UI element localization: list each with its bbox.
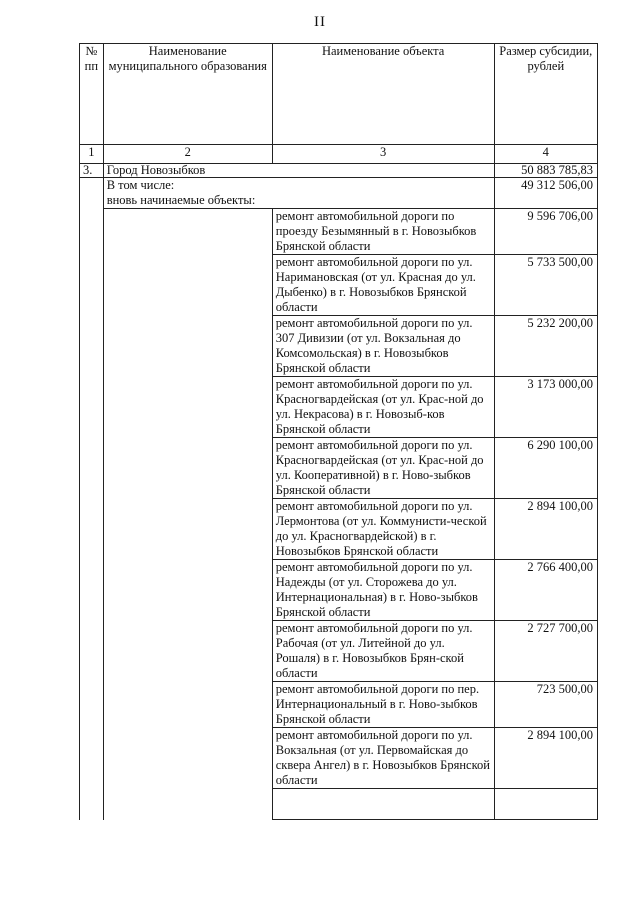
object-name: ремонт автомобильной дороги по ул. Лермонтова (от ул. Коммунисти-ческой до ул. Красногвардейской) в г. Новозыбков Брянской области <box>272 499 494 560</box>
number-cell-empty <box>80 178 104 820</box>
table-row <box>80 209 598 255</box>
object-amount: 723 500,00 <box>494 682 597 728</box>
object-name-empty <box>272 789 494 820</box>
column-number: 4 <box>494 145 597 164</box>
municipality-row <box>80 164 598 178</box>
object-name: ремонт автомобильной дороги по ул. Наримановская (от ул. Красная до ул. Дыбенко) в г. Новозыбков Брянской области <box>272 255 494 316</box>
including-row <box>80 178 598 209</box>
subsidy-table <box>79 43 598 820</box>
including-label-line1: В том числе: <box>106 178 175 192</box>
header-amount: Размер субсидии, рублей <box>494 44 597 145</box>
object-name: ремонт автомобильной дороги по ул. 307 Дивизии (от ул. Вокзальная до Комсомольская) в г. Новозыбков Брянской области <box>272 316 494 377</box>
object-name: ремонт автомобильной дороги по ул. Вокзальная (от ул. Первомайская до сквера Ангел) в г. Новозыбков Брянской области <box>272 728 494 789</box>
column-numbers-row <box>80 145 598 164</box>
page-number: II <box>314 14 326 30</box>
including-label-line2: вновь начинаемые объекты: <box>106 193 256 207</box>
object-name: ремонт автомобильной дороги по проезду Безымянный в г. Новозыбков Брянской области <box>272 209 494 255</box>
object-amount: 6 290 100,00 <box>494 438 597 499</box>
object-amount: 5 733 500,00 <box>494 255 597 316</box>
municipality-number: 3. <box>80 164 104 178</box>
column-number: 2 <box>103 145 272 164</box>
object-name: ремонт автомобильной дороги по пер. Интернациональный в г. Ново-зыбков Брянской области <box>272 682 494 728</box>
object-name: ремонт автомобильной дороги по ул. Красногвардейская (от ул. Крас-ной до ул. Кооперативной) в г. Ново-зыбков Брянской области <box>272 438 494 499</box>
object-amount: 2 894 100,00 <box>494 728 597 789</box>
object-amount: 5 232 200,00 <box>494 316 597 377</box>
including-label <box>103 178 494 209</box>
object-name: ремонт автомобильной дороги по ул. Красногвардейская (от ул. Крас-ной до ул. Некрасова) в г. Новозыб-ков Брянской области <box>272 377 494 438</box>
object-name: ремонт автомобильной дороги по ул. Рабочая (от ул. Литейной до ул. Рошаля) в г. Новозыбков Брян-ской области <box>272 621 494 682</box>
including-amount: 49 312 506,00 <box>494 178 597 209</box>
municipality-amount: 50 883 785,83 <box>494 164 597 178</box>
header-object: Наименование объекта <box>272 44 494 145</box>
municipality-cell-empty <box>103 209 272 820</box>
object-amount: 2 727 700,00 <box>494 621 597 682</box>
column-number: 3 <box>272 145 494 164</box>
municipality-name: Город Новозыбков <box>103 164 494 178</box>
header-municipality: Наименование муниципального образования <box>103 44 272 145</box>
column-number: 1 <box>80 145 104 164</box>
object-amount: 2 766 400,00 <box>494 560 597 621</box>
object-amount: 3 173 000,00 <box>494 377 597 438</box>
object-amount: 9 596 706,00 <box>494 209 597 255</box>
table-header-row <box>80 44 598 145</box>
object-amount-empty <box>494 789 597 820</box>
object-amount: 2 894 100,00 <box>494 499 597 560</box>
header-number: № пп <box>80 44 104 145</box>
object-name: ремонт автомобильной дороги по ул. Надежды (от ул. Сторожева до ул. Интернациональная) в г. Ново-зыбков Брянской области <box>272 560 494 621</box>
